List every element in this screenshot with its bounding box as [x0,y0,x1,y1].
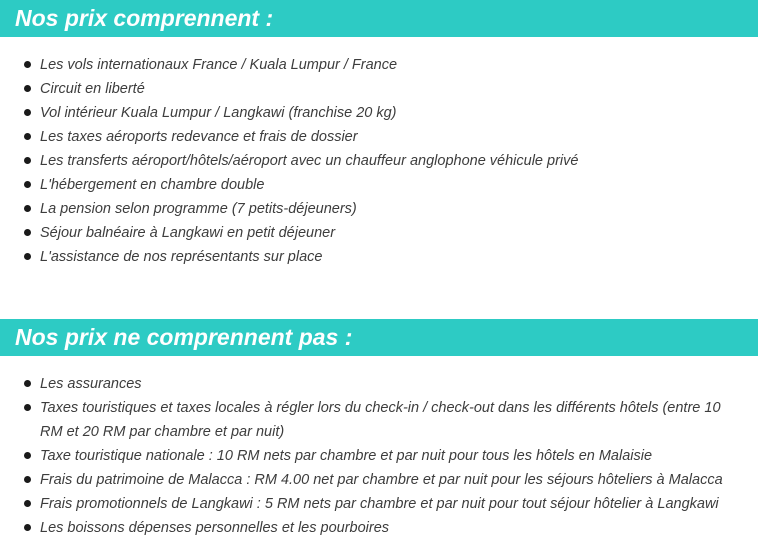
bullet-icon [24,205,31,212]
list-item-text: Frais du patrimoine de Malacca : RM 4.00 net par chambre et par nuit pour les séjours hôteliers à Malacca [40,472,723,488]
list-item-text: Vol intérieur Kuala Lumpur / Langkawi (franchise 20 kg) [40,105,397,121]
included-list [0,53,758,269]
list-item [0,77,758,101]
list-item [0,221,758,245]
bullet-icon [24,476,31,483]
bullet-icon [24,380,31,387]
bullet-icon [24,253,31,260]
list-item [0,245,758,269]
list-item [0,468,758,492]
list-item-text: Taxe touristique nationale : 10 RM nets par chambre et par nuit pour tous les hôtels en Malaisie [40,448,653,464]
list-item [0,396,758,444]
included-section-title: Nos prix comprennent : [0,0,758,37]
bullet-icon [24,85,31,92]
list-item [0,173,758,197]
list-item [0,492,758,516]
list-item [0,53,758,77]
list-item-text: Les vols internationaux France / Kuala Lumpur / France [40,57,398,73]
bullet-icon [24,500,31,507]
list-item-text: Séjour balnéaire à Langkawi en petit déjeuner [40,225,336,241]
list-item [0,516,758,540]
list-item-text: La pension selon programme (7 petits-déjeuners) [40,201,357,217]
list-item [0,125,758,149]
bullet-icon [24,404,31,411]
bullet-icon [24,133,31,140]
bullet-icon [24,181,31,188]
bullet-icon [24,452,31,459]
list-item-text: Les assurances [40,376,142,392]
bullet-icon [24,157,31,164]
list-item-text: Les taxes aéroports redevance et frais de dossier [40,129,358,145]
list-item [0,444,758,468]
excluded-list [0,372,758,540]
list-item [0,101,758,125]
list-item-text: Les transferts aéroport/hôtels/aéroport avec un chauffeur anglophone véhicule privé [40,153,579,169]
list-item-text: Frais promotionnels de Langkawi : 5 RM nets par chambre et par nuit pour tout séjour hôtelier à Langkawi [40,496,719,512]
list-item-text: L'hébergement en chambre double [40,177,265,193]
bullet-icon [24,61,31,68]
list-item-text: Les boissons dépenses personnelles et les pourboires [40,520,390,536]
list-item-text: L'assistance de nos représentants sur place [40,249,323,265]
list-item-text: Circuit en liberté [40,81,145,97]
list-item [0,149,758,173]
list-item [0,372,758,396]
excluded-section-title: Nos prix ne comprennent pas : [0,319,758,356]
list-item [0,197,758,221]
list-item-text: Taxes touristiques et taxes locales à régler lors du check-in / check-out dans les différents hôtels (entre 10 RM et 20 RM par chambre et par nuit) [40,400,721,440]
bullet-icon [24,524,31,531]
bullet-icon [24,109,31,116]
bullet-icon [24,229,31,236]
